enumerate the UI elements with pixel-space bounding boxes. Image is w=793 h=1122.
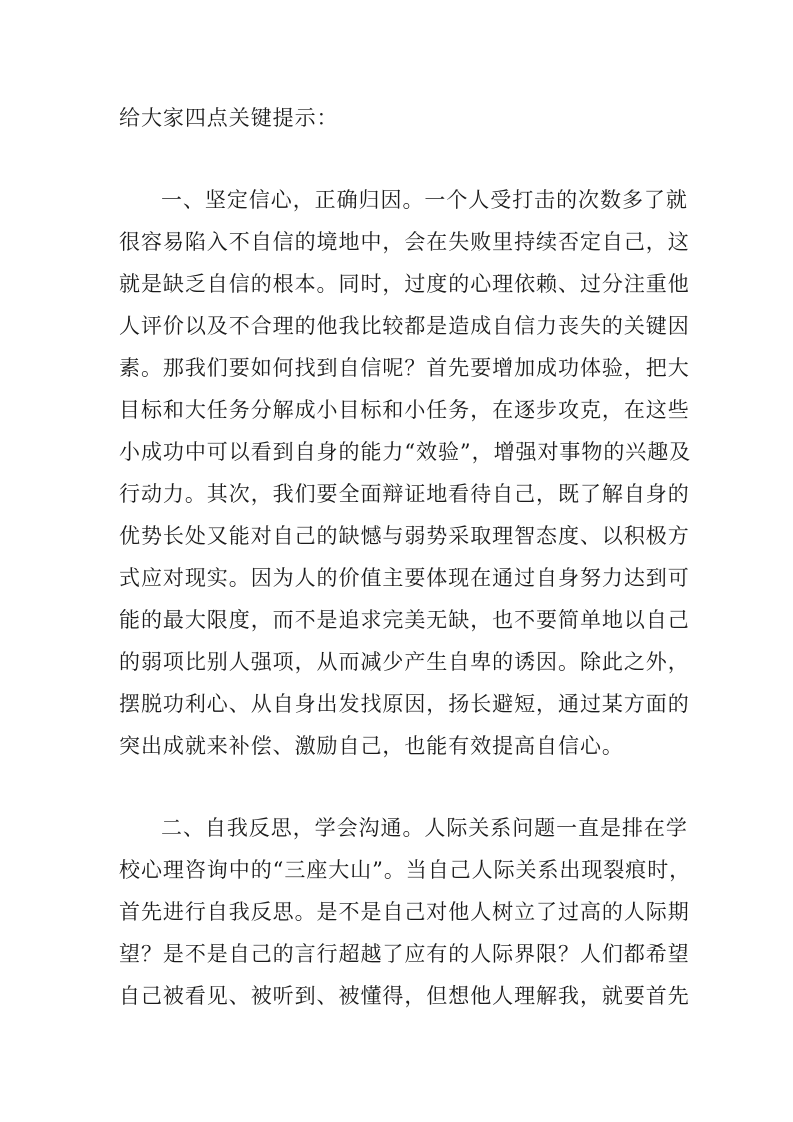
section1-line: 的弱项比别人强项，从而减少产生自卑的诱因。除此之外， bbox=[119, 650, 690, 674]
section2-line: 首先进行自我反思。是不是自己对他人树立了过高的人际期 bbox=[119, 900, 690, 924]
section1-line: 很容易陷入不自信的境地中，会在失败里持续否定自己，这 bbox=[119, 230, 690, 254]
section1-line: 人评价以及不合理的他我比较都是造成自信力丧失的关键因 bbox=[119, 314, 690, 338]
section1-line: 一、坚定信心，正确归因。一个人受打击的次数多了就 bbox=[161, 188, 688, 212]
section2-line: 二、自我反思，学会沟通。人际关系问题一直是排在学 bbox=[161, 816, 688, 840]
section1-line: 式应对现实。因为人的价值主要体现在通过自身努力达到可 bbox=[119, 566, 690, 590]
section1-line: 优势长处又能对自己的缺憾与弱势采取理智态度、以积极方 bbox=[119, 524, 690, 548]
section1-line: 突出成就来补偿、激励自己，也能有效提高自信心。 bbox=[119, 734, 624, 758]
section1-line: 能的最大限度，而不是追求完美无缺，也不要简单地以自己 bbox=[119, 608, 690, 632]
section2-line: 自己被看见、被听到、被懂得，但想他人理解我，就要首先 bbox=[119, 984, 690, 1008]
section1-line: 摆脱功利心、从自身出发找原因，扬长避短，通过某方面的 bbox=[119, 692, 690, 716]
section1-line: 小成功中可以看到自身的能力“效验”，增强对事物的兴趣及 bbox=[119, 440, 692, 464]
section1-line: 行动力。其次，我们要全面辩证地看待自己，既了解自身的 bbox=[119, 482, 690, 506]
section1-line: 目标和大任务分解成小目标和小任务，在逐步攻克，在这些 bbox=[119, 398, 690, 422]
section1-line: 就是缺乏自信的根本。同时，过度的心理依赖、过分注重他 bbox=[119, 272, 690, 296]
intro-text: 给大家四点关键提示： bbox=[119, 106, 339, 130]
section2-line: 望？是不是自己的言行超越了应有的人际界限？人们都希望 bbox=[119, 942, 690, 966]
section2-line: 校心理咨询中的“三座大山”。当自己人际关系出现裂痕时， bbox=[119, 858, 692, 882]
section1-line: 素。那我们要如何找到自信呢？首先要增加成功体验，把大 bbox=[119, 356, 690, 380]
